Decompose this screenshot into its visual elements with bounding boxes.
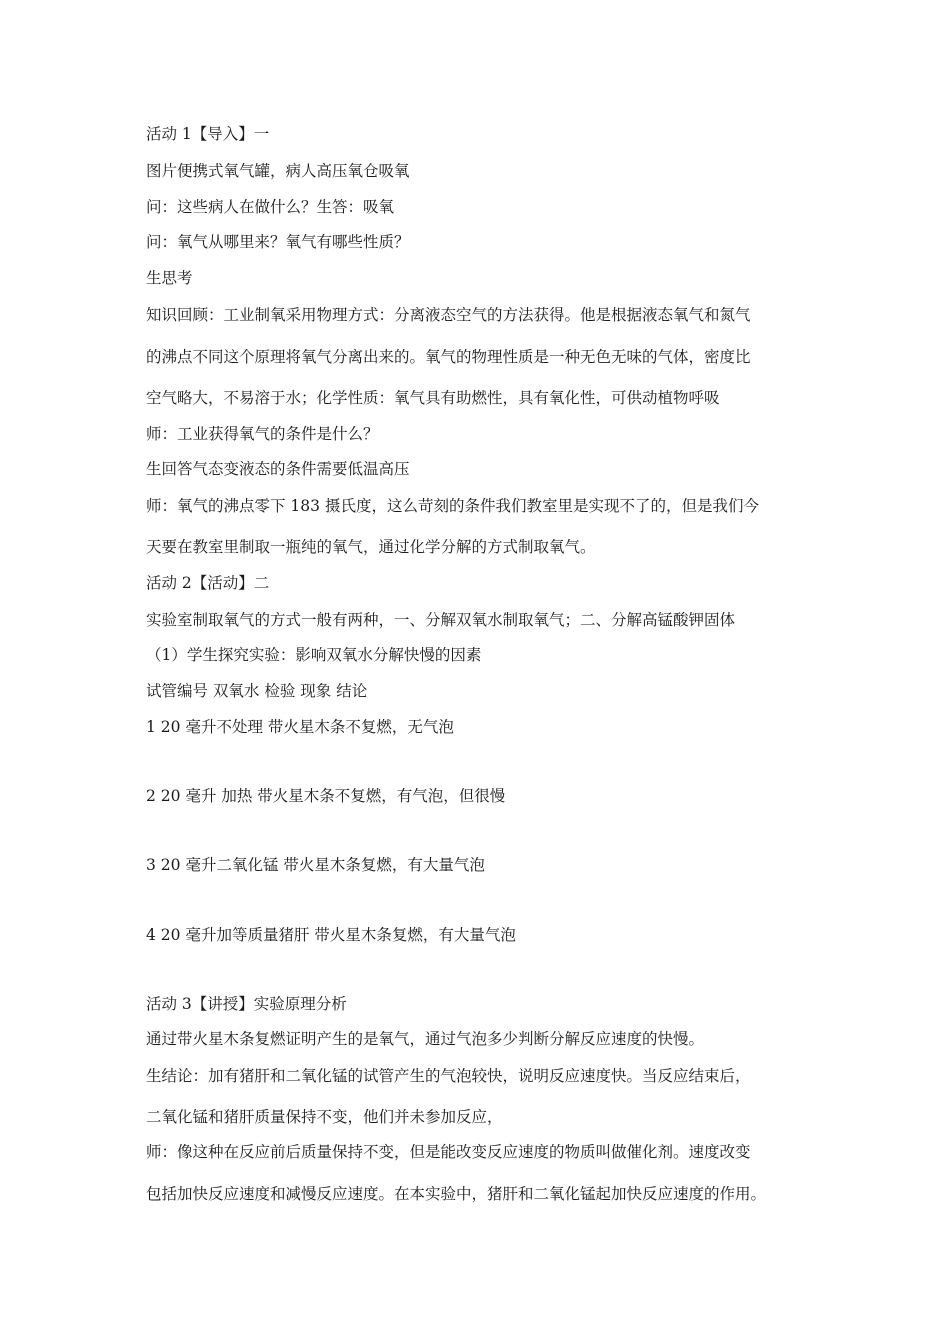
text-line: 问：氧气从哪里来？氧气有哪些性质？	[146, 233, 410, 251]
text-line: 天要在教室里制取一瓶纯的氧气，通过化学分解的方式制取氧气。	[146, 538, 596, 556]
text-line: （1）学生探究实验：影响双氧水分解快慢的因素	[146, 646, 482, 664]
text-line: 师：像这种在反应前后质量保持不变，但是能改变反应速度的物质叫做催化剂。速度改变	[146, 1143, 751, 1161]
activity-2-heading: 活动 2【活动】二	[146, 574, 270, 592]
table-header: 试管编号 双氧水 检验 现象 结论	[146, 682, 368, 700]
table-row: 2 20 毫升 加热 带火星木条不复燃，有气泡，但很慢	[146, 787, 506, 805]
activity-1-heading: 活动 1【导入】一	[146, 125, 270, 143]
activity-3-heading: 活动 3【讲授】实验原理分析	[146, 995, 347, 1013]
text-line: 生思考	[146, 269, 193, 287]
text-line: 二氧化锰和猪肝质量保持不变，他们并未参加反应，	[146, 1108, 503, 1126]
text-line: 通过带火星木条复燃证明产生的是氧气，通过气泡多少判断分解反应速度的快慢。	[146, 1030, 705, 1048]
text-line: 师：工业获得氧气的条件是什么？	[146, 425, 379, 443]
text-line: 实验室制取氧气的方式一般有两种，一、分解双氧水制取氧气；二、分解高锰酸钾固体	[146, 611, 736, 629]
text-line: 知识回顾：工业制氧采用物理方式：分离液态空气的方法获得。他是根据液态氧气和氮气	[146, 306, 751, 324]
text-line: 师：氧气的沸点零下 183 摄氏度，这么苛刻的条件我们教室里是实现不了的，但是我们今	[146, 497, 759, 515]
text-line: 的沸点不同这个原理将氧气分离出来的。氧气的物理性质是一种无色无味的气体，密度比	[146, 348, 751, 366]
text-line: 问：这些病人在做什么？生答：吸氧	[146, 198, 395, 216]
text-line: 图片便携式氧气罐，病人高压氧仓吸氧	[146, 162, 410, 180]
table-row: 3 20 毫升二氧化锰 带火星木条复燃，有大量气泡	[146, 856, 485, 874]
table-row: 1 20 毫升不处理 带火星木条不复燃，无气泡	[146, 718, 454, 736]
table-row: 4 20 毫升加等质量猪肝 带火星木条复燃，有大量气泡	[146, 926, 516, 944]
text-line: 生回答气态变液态的条件需要低温高压	[146, 460, 410, 478]
text-line: 包括加快反应速度和减慢反应速度。在本实验中，猪肝和二氧化锰起加快反应速度的作用。	[146, 1185, 767, 1203]
text-line: 空气略大，不易溶于水；化学性质：氧气具有助燃性，具有氧化性，可供动植物呼吸	[146, 389, 720, 407]
text-line: 生结论：加有猪肝和二氧化锰的试管产生的气泡较快，说明反应速度快。当反应结束后，	[146, 1067, 751, 1085]
